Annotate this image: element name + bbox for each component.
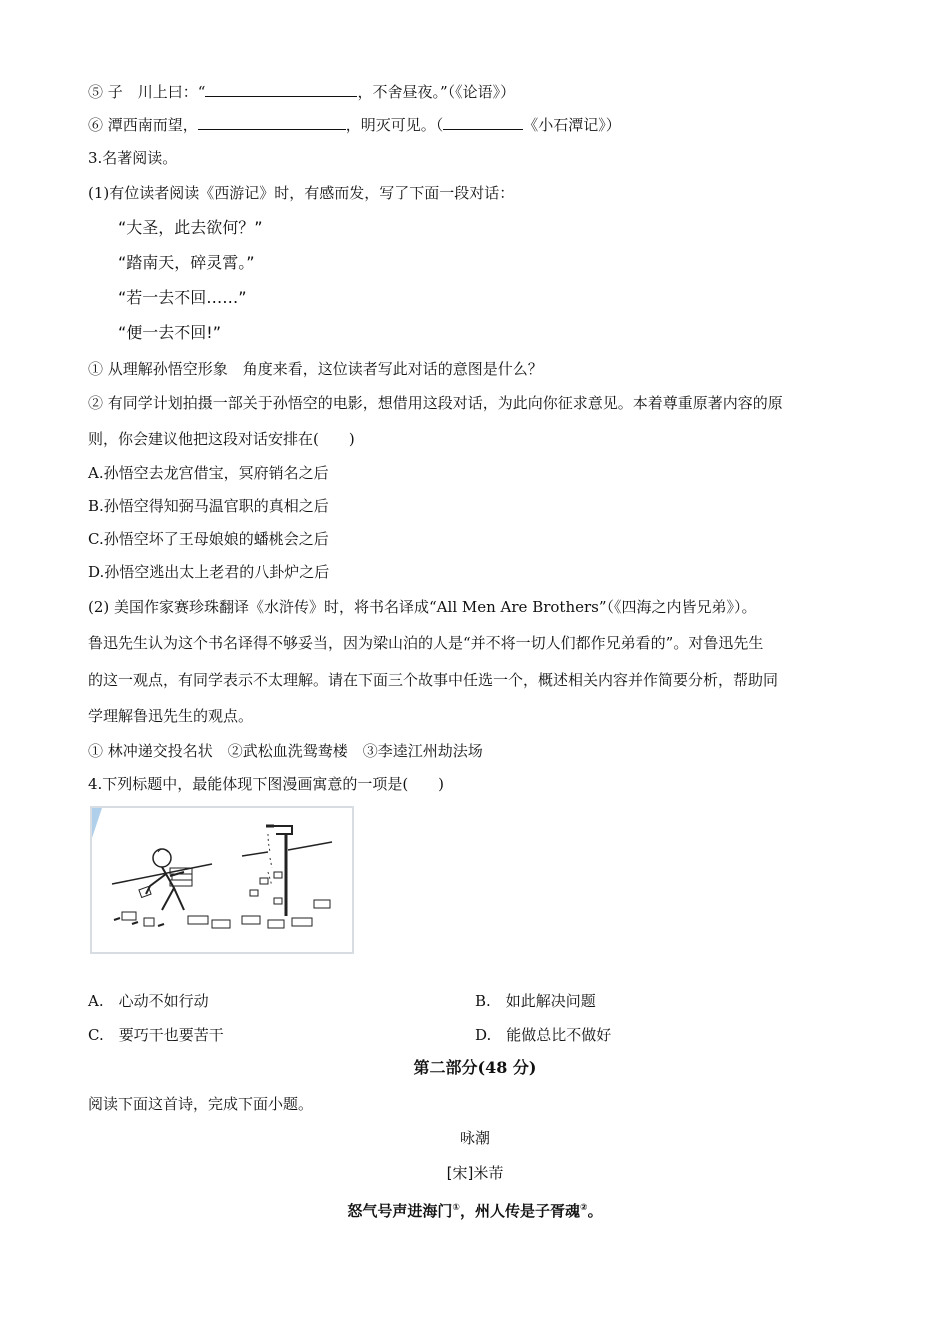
part-2-intro: 阅读下面这首诗，完成下面小题。	[88, 1095, 314, 1113]
poem-line-1-part-a: 怒气号声进海门	[347, 1202, 453, 1220]
q6-suffix: 《小石潭记》）	[523, 116, 621, 134]
option-c[interactable]: C.孙悟空坏了王母娘娘的蟠桃会之后	[88, 530, 329, 548]
part-2-title: 第二部分(48 分)	[413, 1058, 537, 1077]
dialog-line-3: “若一去不回……”	[118, 288, 247, 307]
q5-prefix: ⑤ 子 川上曰：“	[88, 83, 206, 101]
question-3-2-line-3: 的这一观点，有同学表示不太理解。请在下面三个故事中任选一个，概述相关内容并作简要分析，帮助同	[88, 671, 779, 689]
option-b[interactable]: B.孙悟空得知弼马温官职的真相之后	[88, 497, 329, 515]
poem-line-1-part-c: 。	[587, 1202, 603, 1220]
dialog-line-1: “大圣，此去欲何？”	[118, 218, 263, 237]
question-3-title: 3.名著阅读。	[88, 149, 178, 167]
question-4-title: 4.下列标题中，最能体现下图漫画寓意的一项是( )	[88, 775, 445, 793]
poem-line-1	[0, 1198, 950, 1221]
q4-option-d[interactable]: D. 能做总比不做好	[475, 1026, 612, 1044]
option-a[interactable]: A.孙悟空去龙宫借宝，冥府销名之后	[88, 464, 329, 482]
question-3-2-stories: ① 林冲递交投名状 ②武松血洗鸳鸯楼 ③李逵江州劫法场	[88, 742, 483, 760]
q4-option-b[interactable]: B. 如此解决问题	[475, 992, 596, 1010]
question-5-line	[88, 82, 515, 102]
cartoon-image-icon	[90, 806, 354, 954]
q4-option-a[interactable]: A. 心动不如行动	[88, 992, 209, 1010]
question-3-2-line-4: 学理解鲁迅先生的观点。	[88, 707, 254, 725]
question-3-2-line-2: 鲁迅先生认为这个书名译得不够妥当，因为梁山泊的人是“并不将一切人们都作兄弟看的”。对鲁迅先生	[88, 634, 764, 652]
q4-option-c[interactable]: C. 要巧干也要苦干	[88, 1026, 224, 1044]
dialog-line-4: “便一去不回!”	[118, 323, 221, 342]
poem-note-1: ①	[452, 1203, 460, 1213]
q6-blank-1[interactable]	[198, 115, 346, 130]
question-3-1-b-line-1: ② 有同学计划拍摄一部关于孙悟空的电影，想借用这段对话，为此向你征求意见。本着尊重原著内容的原	[88, 394, 783, 412]
q5-blank[interactable]	[205, 82, 357, 97]
poem-note-2: ②	[580, 1203, 588, 1213]
poem-title: 咏潮	[459, 1129, 490, 1147]
question-3-1-intro: (1)有位读者阅读《西游记》时，有感而发，写了下面一段对话：	[88, 184, 515, 202]
q6-middle: ，明灭可见。（	[345, 116, 444, 134]
dialog-line-2: “踏南天，碎灵霄。”	[118, 253, 255, 272]
q5-suffix: ，不舍昼夜。”（《论语》）	[357, 83, 516, 101]
poem-line-1-part-b: ，州人传是子胥魂	[459, 1202, 580, 1220]
q6-prefix: ⑥ 潭西南而望，	[88, 116, 198, 134]
poem-author: [宋]米芾	[446, 1164, 504, 1182]
question-3-1-a: ① 从理解孙悟空形象 角度来看，这位读者写此对话的意图是什么？	[88, 360, 543, 378]
option-d[interactable]: D.孙悟空逃出太上老君的八卦炉之后	[88, 563, 330, 581]
q6-blank-2[interactable]	[443, 115, 523, 130]
question-3-1-b-line-2: 则，你会建议他把这段对话安排在( )	[88, 430, 355, 448]
cartoon-drawing-icon	[92, 808, 352, 952]
question-3-2-line-1: (2) 美国作家赛珍珠翻译《水浒传》时，将书名译成“All Men Are Brothers”（《四海之内皆兄弟》）。	[88, 598, 757, 616]
question-6-line	[88, 115, 621, 135]
